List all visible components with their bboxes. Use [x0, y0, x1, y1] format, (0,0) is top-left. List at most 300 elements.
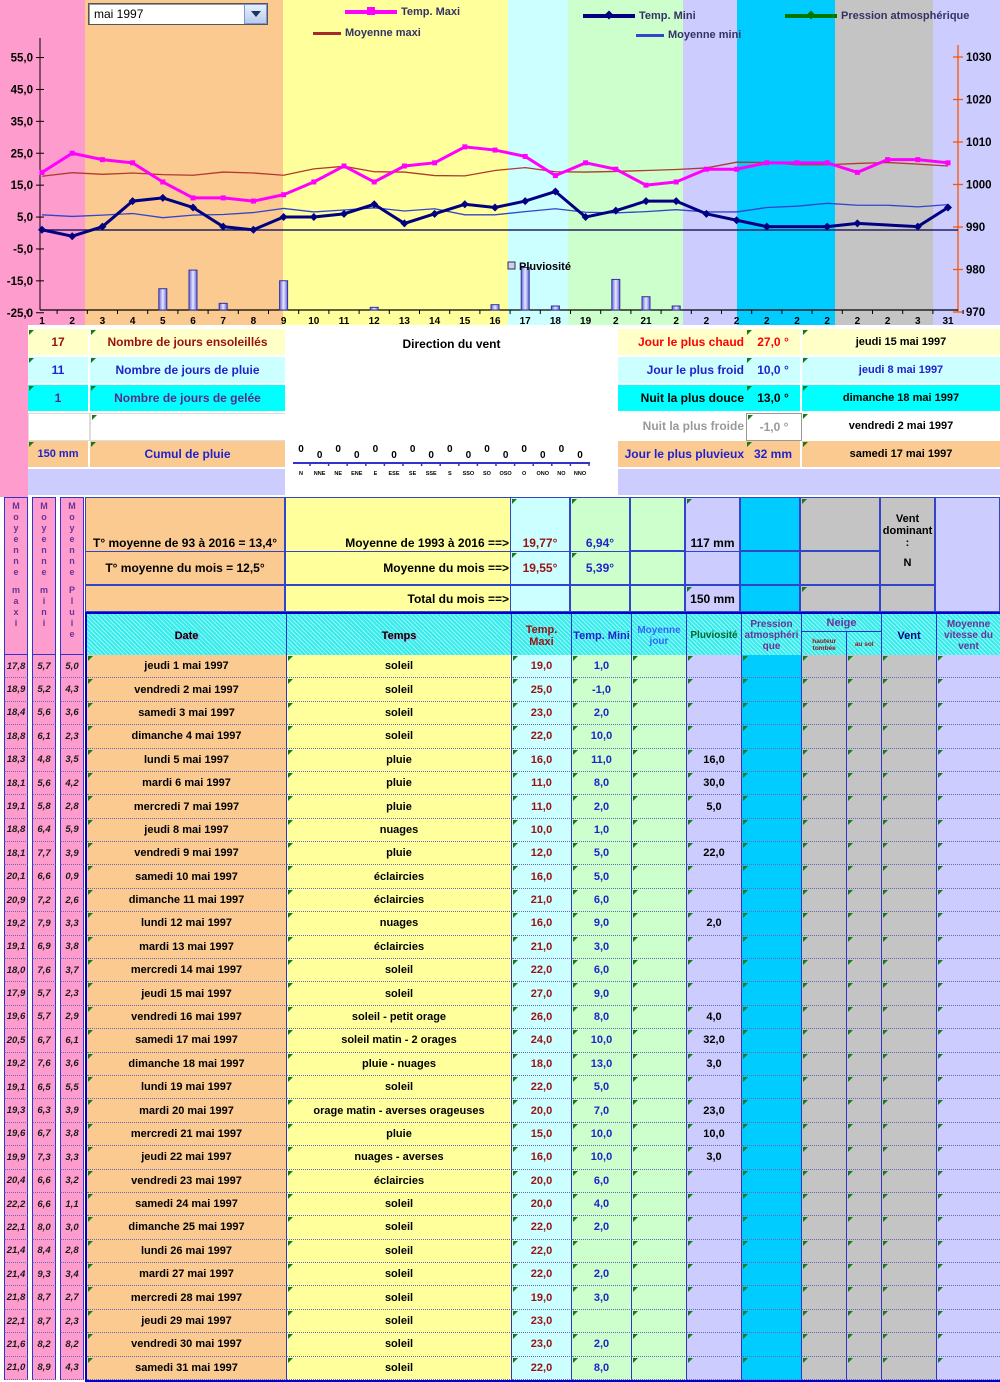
cell-vitesse[interactable]	[937, 842, 1000, 865]
header-neige[interactable]	[802, 614, 882, 657]
cell-pression[interactable]	[742, 1216, 802, 1239]
cell-moyenne-jour[interactable]	[632, 1146, 687, 1169]
avg-month-temp[interactable]: T° moyenne du mois = 12,5°	[85, 551, 285, 585]
avg-1993-2016-pluie[interactable]: 117 mm	[685, 497, 740, 554]
cell-temp-mini[interactable]: 10,0	[572, 1146, 632, 1169]
avg-month-label[interactable]: Moyenne du mois ==>	[285, 551, 516, 585]
cell-vitesse[interactable]	[937, 982, 1000, 1005]
margin-moyenne-pluie[interactable]: 3,6	[60, 1053, 84, 1076]
cell-date[interactable]: samedi 10 mai 1997	[87, 865, 287, 888]
cell-date[interactable]: dimanche 25 mai 1997	[87, 1216, 287, 1239]
margin-moyenne-maxi[interactable]: 18,0	[4, 959, 28, 982]
margin-moyenne-pluie[interactable]: 6,1	[60, 1029, 84, 1052]
cell-vitesse[interactable]	[937, 795, 1000, 818]
cell-temp-maxi[interactable]: 16,0	[512, 749, 572, 772]
cell-temp-maxi[interactable]: 27,0	[512, 982, 572, 1005]
cell-temps[interactable]: soleil	[287, 1357, 512, 1380]
cell-date[interactable]: jeudi 15 mai 1997	[87, 982, 287, 1005]
cell-temp-maxi[interactable]: 10,0	[512, 819, 572, 842]
cell-neige-ausol[interactable]	[847, 982, 882, 1005]
margin-moyenne-pluie[interactable]: 5,0	[60, 655, 84, 678]
margin-moyenne-pluie[interactable]: 3,0	[60, 1216, 84, 1239]
cell-temp-mini[interactable]: 2,0	[572, 1333, 632, 1356]
cell-pluviosite[interactable]: 23,0	[687, 1099, 742, 1122]
coldest-night-date[interactable]: vendredi 2 mai 1997	[802, 413, 1000, 439]
margin-moyenne-mini[interactable]: 7,2	[32, 889, 56, 912]
cell-date[interactable]: samedi 17 mai 1997	[87, 1029, 287, 1052]
total-empty-5[interactable]	[800, 585, 880, 612]
cell-neige-ausol[interactable]	[847, 1123, 882, 1146]
cell-temp-mini[interactable]: 1,0	[572, 819, 632, 842]
cell-pluviosite[interactable]: 3,0	[687, 1146, 742, 1169]
margin-moyenne-maxi[interactable]: 20,1	[4, 865, 28, 888]
cell-vent[interactable]	[882, 678, 937, 701]
cell-temp-mini[interactable]: 5,0	[572, 865, 632, 888]
margin-moyenne-pluie[interactable]: 5,9	[60, 819, 84, 842]
cell-temps[interactable]: soleil	[287, 1310, 512, 1333]
cell-pluviosite[interactable]	[687, 702, 742, 725]
cell-pression[interactable]	[742, 1357, 802, 1380]
avg-month-maxi[interactable]: 19,55°	[510, 551, 570, 585]
cell-vitesse[interactable]	[937, 1029, 1000, 1052]
cell-temps[interactable]: éclaircies	[287, 936, 512, 959]
cell-neige-hauteur[interactable]	[802, 1099, 847, 1122]
margin-moyenne-maxi[interactable]: 20,9	[4, 889, 28, 912]
cell-temp-mini[interactable]: 6,0	[572, 1170, 632, 1193]
cell-pluviosite[interactable]: 5,0	[687, 795, 742, 818]
cell-temp-maxi[interactable]: 22,0	[512, 1357, 572, 1380]
cell-date[interactable]: mardi 27 mai 1997	[87, 1263, 287, 1286]
cell-temps[interactable]: soleil	[287, 1333, 512, 1356]
cell-vent[interactable]	[882, 936, 937, 959]
cell-vent[interactable]	[882, 1146, 937, 1169]
cell-temp-maxi[interactable]: 20,0	[512, 1193, 572, 1216]
cell-temp-mini[interactable]: 9,0	[572, 912, 632, 935]
margin-moyenne-mini[interactable]: 7,3	[32, 1146, 56, 1169]
margin-moyenne-maxi[interactable]: 21,4	[4, 1263, 28, 1286]
cell-pression[interactable]	[742, 1099, 802, 1122]
margin-moyenne-pluie[interactable]: 3,6	[60, 702, 84, 725]
margin-moyenne-mini[interactable]: 6,6	[32, 865, 56, 888]
total-empty-3[interactable]	[630, 585, 685, 612]
cell-pluviosite[interactable]	[687, 725, 742, 748]
cell-pluviosite[interactable]	[687, 819, 742, 842]
cell-temps[interactable]: orage matin - averses orageuses	[287, 1099, 512, 1122]
margin-moyenne-maxi[interactable]: 19,2	[4, 1053, 28, 1076]
cell-vitesse[interactable]	[937, 1216, 1000, 1239]
rainiest-day-value[interactable]: 32 mm	[746, 441, 800, 467]
cell-vitesse[interactable]	[937, 819, 1000, 842]
margin-moyenne-mini[interactable]: 5,7	[32, 655, 56, 678]
cell-temp-maxi[interactable]: 16,0	[512, 912, 572, 935]
cell-temp-maxi[interactable]: 23,0	[512, 1310, 572, 1333]
cell-temp-maxi[interactable]: 20,0	[512, 1099, 572, 1122]
total-empty-4[interactable]	[740, 585, 800, 612]
cell-pression[interactable]	[742, 702, 802, 725]
cell-pluviosite[interactable]	[687, 1193, 742, 1216]
cell-moyenne-jour[interactable]	[632, 1216, 687, 1239]
cell-temp-mini[interactable]: 13,0	[572, 1053, 632, 1076]
cell-date[interactable]: dimanche 11 mai 1997	[87, 889, 287, 912]
cell-neige-ausol[interactable]	[847, 678, 882, 701]
cell-moyenne-jour[interactable]	[632, 1310, 687, 1333]
cell-vitesse[interactable]	[937, 1053, 1000, 1076]
cell-temp-maxi[interactable]: 23,0	[512, 702, 572, 725]
margin-moyenne-pluie[interactable]: 2,3	[60, 725, 84, 748]
margin-moyenne-mini[interactable]: 8,7	[32, 1310, 56, 1333]
cell-moyenne-jour[interactable]	[632, 1170, 687, 1193]
cell-temps[interactable]: pluie	[287, 842, 512, 865]
total-month-label[interactable]: Total du mois ==>	[285, 585, 516, 612]
rain-days-value[interactable]: 11	[28, 357, 88, 383]
cell-date[interactable]: dimanche 4 mai 1997	[87, 725, 287, 748]
cell-temp-maxi[interactable]: 11,0	[512, 795, 572, 818]
cell-temp-maxi[interactable]: 25,0	[512, 678, 572, 701]
cell-temps[interactable]: soleil	[287, 1240, 512, 1263]
cell-temp-maxi[interactable]: 22,0	[512, 1240, 572, 1263]
avg-empty-1[interactable]	[630, 497, 685, 551]
margin-moyenne-maxi[interactable]: 22,1	[4, 1216, 28, 1239]
total-empty-2[interactable]	[570, 585, 630, 612]
dropdown-button[interactable]	[244, 4, 267, 24]
cell-temp-mini[interactable]: 4,0	[572, 1193, 632, 1216]
cell-date[interactable]: mercredi 21 mai 1997	[87, 1123, 287, 1146]
margin-moyenne-maxi[interactable]: 19,1	[4, 936, 28, 959]
margin-moyenne-mini[interactable]: 5,6	[32, 702, 56, 725]
cell-moyenne-jour[interactable]	[632, 959, 687, 982]
margin-moyenne-maxi[interactable]: 22,2	[4, 1193, 28, 1216]
margin-moyenne-maxi[interactable]: 18,8	[4, 725, 28, 748]
cell-vent[interactable]	[882, 749, 937, 772]
cell-temp-maxi[interactable]: 16,0	[512, 1146, 572, 1169]
cell-moyenne-jour[interactable]	[632, 749, 687, 772]
cell-date[interactable]: mardi 6 mai 1997	[87, 772, 287, 795]
cell-pluviosite[interactable]	[687, 678, 742, 701]
cell-neige-hauteur[interactable]	[802, 1333, 847, 1356]
cell-neige-hauteur[interactable]	[802, 795, 847, 818]
margin-moyenne-maxi[interactable]: 21,4	[4, 1240, 28, 1263]
cell-moyenne-jour[interactable]	[632, 1006, 687, 1029]
cell-neige-ausol[interactable]	[847, 772, 882, 795]
cell-vent[interactable]	[882, 1123, 937, 1146]
cell-temps[interactable]: nuages	[287, 819, 512, 842]
margin-moyenne-pluie[interactable]: 8,2	[60, 1333, 84, 1356]
cell-neige-hauteur[interactable]	[802, 1076, 847, 1099]
cell-vent[interactable]	[882, 1216, 937, 1239]
cell-vent[interactable]	[882, 1310, 937, 1333]
cell-neige-hauteur[interactable]	[802, 842, 847, 865]
cell-neige-hauteur[interactable]	[802, 1286, 847, 1309]
cell-temp-mini[interactable]: 5,0	[572, 842, 632, 865]
cell-temps[interactable]: soleil matin - 2 orages	[287, 1029, 512, 1052]
cell-temp-mini[interactable]: 10,0	[572, 1123, 632, 1146]
cell-moyenne-jour[interactable]	[632, 1099, 687, 1122]
margin-moyenne-pluie[interactable]: 2,8	[60, 795, 84, 818]
margin-moyenne-mini[interactable]: 5,8	[32, 795, 56, 818]
header-neige-hauteur[interactable]: hauteur tombée	[802, 631, 847, 657]
margin-moyenne-maxi[interactable]: 19,9	[4, 1146, 28, 1169]
cell-pluviosite[interactable]: 32,0	[687, 1029, 742, 1052]
cell-neige-ausol[interactable]	[847, 725, 882, 748]
avg-empty-7[interactable]	[800, 551, 880, 585]
cell-vent[interactable]	[882, 842, 937, 865]
cell-vent[interactable]	[882, 795, 937, 818]
cell-pluviosite[interactable]	[687, 982, 742, 1005]
cell-temps[interactable]: soleil	[287, 678, 512, 701]
margin-moyenne-maxi[interactable]: 20,4	[4, 1170, 28, 1193]
cell-date[interactable]: vendredi 16 mai 1997	[87, 1006, 287, 1029]
cell-neige-ausol[interactable]	[847, 1076, 882, 1099]
cell-pression[interactable]	[742, 865, 802, 888]
cell-date[interactable]: vendredi 2 mai 1997	[87, 678, 287, 701]
cell-vitesse[interactable]	[937, 936, 1000, 959]
cell-date[interactable]: mardi 20 mai 1997	[87, 1099, 287, 1122]
margin-moyenne-mini[interactable]: 6,3	[32, 1099, 56, 1122]
total-month-pluie[interactable]: 150 mm	[685, 585, 740, 612]
rain-total-label[interactable]: Cumul de pluie	[90, 441, 285, 467]
cell-neige-ausol[interactable]	[847, 819, 882, 842]
margin-moyenne-mini[interactable]: 8,9	[32, 1357, 56, 1380]
cell-vitesse[interactable]	[937, 1193, 1000, 1216]
cell-vent[interactable]	[882, 1263, 937, 1286]
cell-neige-ausol[interactable]	[847, 1216, 882, 1239]
avg-1993-2016-mini[interactable]: 6,94°	[570, 497, 630, 554]
cell-neige-ausol[interactable]	[847, 1099, 882, 1122]
cell-pluviosite[interactable]	[687, 936, 742, 959]
margin-moyenne-mini[interactable]: 4,8	[32, 749, 56, 772]
cell-neige-hauteur[interactable]	[802, 912, 847, 935]
cell-pluviosite[interactable]: 16,0	[687, 749, 742, 772]
cell-neige-ausol[interactable]	[847, 1286, 882, 1309]
sunny-days-label[interactable]: Nombre de jours ensoleillés	[90, 329, 285, 355]
cell-pression[interactable]	[742, 795, 802, 818]
cell-pression[interactable]	[742, 1170, 802, 1193]
margin-moyenne-mini[interactable]: 5,2	[32, 678, 56, 701]
cell-date[interactable]: mardi 13 mai 1997	[87, 936, 287, 959]
margin-moyenne-maxi[interactable]: 20,5	[4, 1029, 28, 1052]
cell-pluviosite[interactable]	[687, 1333, 742, 1356]
cell-temp-maxi[interactable]: 21,0	[512, 936, 572, 959]
margin-moyenne-mini[interactable]: 5,7	[32, 982, 56, 1005]
cell-pression[interactable]	[742, 1076, 802, 1099]
cell-pression[interactable]	[742, 1029, 802, 1052]
cell-moyenne-jour[interactable]	[632, 725, 687, 748]
summary-right-footer[interactable]	[618, 469, 1000, 495]
cell-neige-ausol[interactable]	[847, 889, 882, 912]
margin-moyenne-pluie[interactable]: 0,9	[60, 865, 84, 888]
cell-temp-mini[interactable]: 7,0	[572, 1099, 632, 1122]
cell-vitesse[interactable]	[937, 1286, 1000, 1309]
header-temps[interactable]: Temps	[287, 614, 512, 657]
cell-neige-hauteur[interactable]	[802, 1053, 847, 1076]
cell-vitesse[interactable]	[937, 889, 1000, 912]
cell-moyenne-jour[interactable]	[632, 1029, 687, 1052]
header-pluviosite[interactable]: Pluviosité	[687, 614, 742, 657]
cell-neige-hauteur[interactable]	[802, 1263, 847, 1286]
cell-pression[interactable]	[742, 819, 802, 842]
cell-vent[interactable]	[882, 912, 937, 935]
cell-vent[interactable]	[882, 1193, 937, 1216]
margin-moyenne-maxi[interactable]: 17,8	[4, 655, 28, 678]
cell-pluviosite[interactable]	[687, 1310, 742, 1333]
cell-pluviosite[interactable]	[687, 655, 742, 678]
cell-vent[interactable]	[882, 725, 937, 748]
cell-temp-maxi[interactable]: 20,0	[512, 1170, 572, 1193]
cell-temps[interactable]: pluie	[287, 772, 512, 795]
cell-neige-ausol[interactable]	[847, 795, 882, 818]
cell-pluviosite[interactable]	[687, 1216, 742, 1239]
cell-neige-hauteur[interactable]	[802, 1029, 847, 1052]
cell-vent[interactable]	[882, 1053, 937, 1076]
cell-moyenne-jour[interactable]	[632, 865, 687, 888]
margin-moyenne-mini[interactable]: 7,7	[32, 842, 56, 865]
cell-neige-hauteur[interactable]	[802, 725, 847, 748]
cell-date[interactable]: lundi 19 mai 1997	[87, 1076, 287, 1099]
coldest-day-label[interactable]: Jour le plus froid	[618, 357, 746, 383]
cell-vitesse[interactable]	[937, 678, 1000, 701]
cell-moyenne-jour[interactable]	[632, 795, 687, 818]
cell-moyenne-jour[interactable]	[632, 1123, 687, 1146]
cell-pluviosite[interactable]: 4,0	[687, 1006, 742, 1029]
header-date[interactable]: Date	[87, 614, 287, 657]
cell-date[interactable]: vendredi 9 mai 1997	[87, 842, 287, 865]
sunny-days-value[interactable]: 17	[28, 329, 88, 355]
cell-temps[interactable]: éclaircies	[287, 1170, 512, 1193]
cell-date[interactable]: vendredi 23 mai 1997	[87, 1170, 287, 1193]
avg-month-mini[interactable]: 5,39°	[570, 551, 630, 585]
margin-moyenne-maxi[interactable]: 19,3	[4, 1099, 28, 1122]
margin-moyenne-mini[interactable]: 6,1	[32, 725, 56, 748]
total-month-left[interactable]	[85, 585, 285, 612]
coldest-night-label[interactable]: Nuit la plus froide	[618, 413, 746, 439]
margin-moyenne-maxi[interactable]: 21,8	[4, 1286, 28, 1309]
cell-temp-maxi[interactable]: 23,0	[512, 1333, 572, 1356]
rainiest-day-label[interactable]: Jour le plus pluvieux	[618, 441, 746, 467]
cell-vitesse[interactable]	[937, 749, 1000, 772]
margin-moyenne-mini[interactable]: 6,5	[32, 1076, 56, 1099]
cell-date[interactable]: jeudi 22 mai 1997	[87, 1146, 287, 1169]
cell-neige-ausol[interactable]	[847, 1029, 882, 1052]
cell-temp-maxi[interactable]: 16,0	[512, 865, 572, 888]
cell-pression[interactable]	[742, 912, 802, 935]
cell-moyenne-jour[interactable]	[632, 702, 687, 725]
coldest-day-date[interactable]: jeudi 8 mai 1997	[802, 357, 1000, 383]
cell-pression[interactable]	[742, 1193, 802, 1216]
cell-pression[interactable]	[742, 1240, 802, 1263]
cell-pression[interactable]	[742, 772, 802, 795]
margin-moyenne-mini[interactable]: 5,7	[32, 1006, 56, 1029]
cell-vent[interactable]	[882, 959, 937, 982]
cell-pression[interactable]	[742, 982, 802, 1005]
coldest-night-value[interactable]: -1,0 °	[746, 413, 802, 441]
margin-moyenne-maxi[interactable]: 19,6	[4, 1006, 28, 1029]
header-vent[interactable]: Vent	[882, 614, 937, 657]
cell-neige-ausol[interactable]	[847, 1053, 882, 1076]
margin-moyenne-pluie[interactable]: 2,9	[60, 1006, 84, 1029]
cell-pluviosite[interactable]	[687, 1286, 742, 1309]
cell-temp-maxi[interactable]: 22,0	[512, 1076, 572, 1099]
avg-empty-2[interactable]	[740, 497, 800, 551]
empty-summary-value[interactable]	[28, 413, 90, 441]
cell-neige-ausol[interactable]	[847, 936, 882, 959]
margin-moyenne-mini[interactable]: 7,9	[32, 912, 56, 935]
cell-neige-hauteur[interactable]	[802, 1146, 847, 1169]
cell-neige-hauteur[interactable]	[802, 865, 847, 888]
cell-vent[interactable]	[882, 1006, 937, 1029]
cell-vent[interactable]	[882, 655, 937, 678]
cell-temp-mini[interactable]: 6,0	[572, 959, 632, 982]
cell-vitesse[interactable]	[937, 1357, 1000, 1380]
cell-pluviosite[interactable]	[687, 1076, 742, 1099]
cell-moyenne-jour[interactable]	[632, 1193, 687, 1216]
cell-vitesse[interactable]	[937, 1146, 1000, 1169]
cell-neige-ausol[interactable]	[847, 1263, 882, 1286]
cell-moyenne-jour[interactable]	[632, 1076, 687, 1099]
margin-moyenne-pluie[interactable]: 4,2	[60, 772, 84, 795]
cell-temps[interactable]: éclaircies	[287, 865, 512, 888]
cell-pression[interactable]	[742, 725, 802, 748]
cell-temp-mini[interactable]: 11,0	[572, 749, 632, 772]
cell-pression[interactable]	[742, 1123, 802, 1146]
avg-empty-6[interactable]	[740, 551, 800, 585]
cell-pression[interactable]	[742, 1006, 802, 1029]
cell-vitesse[interactable]	[937, 1333, 1000, 1356]
cell-neige-ausol[interactable]	[847, 702, 882, 725]
margin-moyenne-maxi[interactable]: 19,1	[4, 795, 28, 818]
cell-moyenne-jour[interactable]	[632, 655, 687, 678]
cell-date[interactable]: jeudi 29 mai 1997	[87, 1310, 287, 1333]
cell-vitesse[interactable]	[937, 1310, 1000, 1333]
header-pression[interactable]: Pression atmosphérique	[742, 614, 802, 657]
margin-moyenne-pluie[interactable]: 3,3	[60, 912, 84, 935]
cell-vitesse[interactable]	[937, 1076, 1000, 1099]
cell-vitesse[interactable]	[937, 1123, 1000, 1146]
margin-moyenne-mini[interactable]: 9,3	[32, 1263, 56, 1286]
cell-pluviosite[interactable]	[687, 1357, 742, 1380]
cell-temps[interactable]: soleil	[287, 702, 512, 725]
cell-vitesse[interactable]	[937, 772, 1000, 795]
cell-vitesse[interactable]	[937, 702, 1000, 725]
cell-pluviosite[interactable]: 30,0	[687, 772, 742, 795]
cell-neige-hauteur[interactable]	[802, 1123, 847, 1146]
margin-moyenne-pluie[interactable]: 3,5	[60, 749, 84, 772]
frost-days-label[interactable]: Nombre de jours de gelée	[90, 385, 285, 411]
cell-date[interactable]: dimanche 18 mai 1997	[87, 1053, 287, 1076]
cell-neige-ausol[interactable]	[847, 1006, 882, 1029]
cell-neige-hauteur[interactable]	[802, 702, 847, 725]
cell-neige-hauteur[interactable]	[802, 772, 847, 795]
margin-moyenne-mini[interactable]: 7,6	[32, 959, 56, 982]
summary-left-footer[interactable]	[28, 469, 285, 495]
cell-temp-mini[interactable]: 9,0	[572, 982, 632, 1005]
cell-neige-ausol[interactable]	[847, 749, 882, 772]
cell-pluviosite[interactable]	[687, 1263, 742, 1286]
cell-moyenne-jour[interactable]	[632, 1357, 687, 1380]
cell-neige-ausol[interactable]	[847, 959, 882, 982]
cell-moyenne-jour[interactable]	[632, 889, 687, 912]
margin-moyenne-pluie[interactable]: 3,8	[60, 936, 84, 959]
cell-vitesse[interactable]	[937, 1240, 1000, 1263]
cell-pression[interactable]	[742, 678, 802, 701]
cell-temps[interactable]: soleil - petit orage	[287, 1006, 512, 1029]
cell-neige-hauteur[interactable]	[802, 678, 847, 701]
cell-temps[interactable]: pluie	[287, 1123, 512, 1146]
mildest-night-date[interactable]: dimanche 18 mai 1997	[802, 385, 1000, 411]
cell-neige-hauteur[interactable]	[802, 982, 847, 1005]
cell-date[interactable]: lundi 12 mai 1997	[87, 912, 287, 935]
cell-temp-maxi[interactable]: 22,0	[512, 1216, 572, 1239]
cell-moyenne-jour[interactable]	[632, 1240, 687, 1263]
